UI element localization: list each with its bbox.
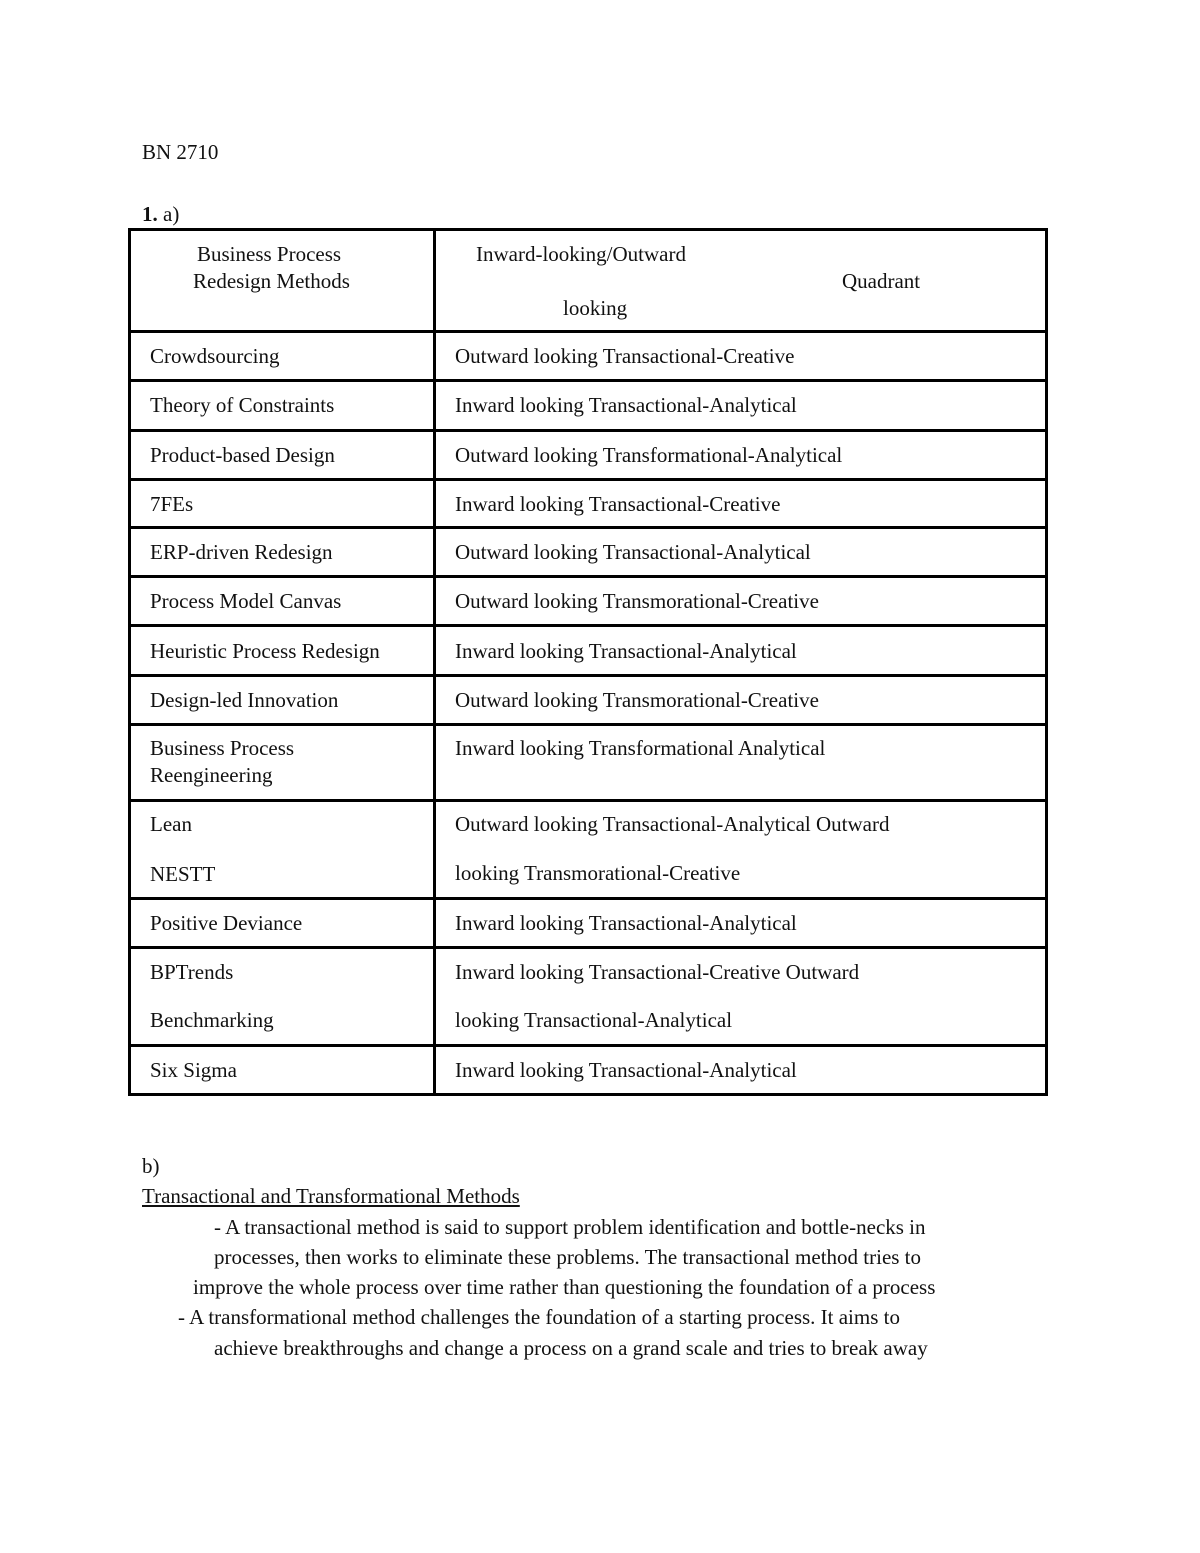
- method-cell: 7FEs: [150, 492, 194, 516]
- classification-cell: Inward looking Transformational Analytical: [455, 736, 826, 760]
- method-cell-line1: BPTrends: [150, 960, 234, 984]
- method-cell-line1: Lean: [150, 812, 192, 836]
- table-row-divider: [128, 897, 1048, 900]
- classification-cell: Inward looking Transactional-Analytical: [455, 911, 797, 935]
- table-row-divider: [128, 429, 1048, 432]
- table-row-divider: [128, 674, 1048, 677]
- method-cell: Process Model Canvas: [150, 589, 342, 613]
- part-b-label: b): [142, 1154, 160, 1178]
- method-cell: Crowdsourcing: [150, 344, 280, 368]
- table-row-divider: [128, 478, 1048, 481]
- method-cell: Theory of Constraints: [150, 393, 335, 417]
- paragraph-line: - A transformational method challenges the foundation of a starting process. It aims to: [178, 1305, 900, 1329]
- header-method-line2: Redesign Methods: [193, 269, 350, 293]
- paragraph-line: - A transactional method is said to support problem identification and bottle-necks in: [214, 1215, 926, 1239]
- classification-cell: Inward looking Transactional-Analytical: [455, 1058, 797, 1082]
- table-row-divider: [128, 723, 1048, 726]
- classification-cell: Inward looking Transactional-Creative: [455, 492, 781, 516]
- table-row-divider: [128, 1044, 1048, 1047]
- header-method-line1: Business Process: [197, 242, 342, 266]
- method-cell-line2: Benchmarking: [150, 1008, 274, 1032]
- classification-cell: Inward looking Transactional-Analytical: [455, 393, 797, 417]
- method-cell: Design-led Innovation: [150, 688, 339, 712]
- table-row-divider: [128, 575, 1048, 578]
- paragraph-line: achieve breakthroughs and change a process on a grand scale and tries to break away: [214, 1336, 928, 1360]
- method-cell-line2: Reengineering: [150, 763, 273, 787]
- table-row-divider: [128, 624, 1048, 627]
- method-cell-line2: NESTT: [150, 862, 216, 886]
- method-cell-line1: Business Process: [150, 736, 295, 760]
- paragraph-line: processes, then works to eliminate these problems. The transactional method tries to: [214, 1245, 922, 1269]
- paragraph-line: improve the whole process over time rather than questioning the foundation of a process: [193, 1275, 936, 1299]
- table-row-divider: [128, 526, 1048, 529]
- method-cell: ERP-driven Redesign: [150, 540, 333, 564]
- header-quadrant: Quadrant: [842, 269, 921, 293]
- method-cell: Positive Deviance: [150, 911, 303, 935]
- classification-cell-line2: looking Transmorational-Creative: [455, 861, 741, 885]
- table-row-divider: [128, 799, 1048, 802]
- classification-cell: Outward looking Transmorational-Creative: [455, 589, 819, 613]
- question-label: [142, 202, 179, 227]
- classification-cell: Outward looking Transactional-Analytical: [455, 540, 811, 564]
- classification-cell-line1: Outward looking Transactional-Analytical Outward: [455, 812, 890, 836]
- classification-cell: Outward looking Transactional-Creative: [455, 344, 795, 368]
- method-cell: Six Sigma: [150, 1058, 237, 1082]
- table-row-divider: [128, 379, 1048, 382]
- question-number: 1.: [142, 202, 158, 226]
- header-orientation-line2: looking: [563, 296, 628, 320]
- table-row-divider: [128, 330, 1048, 333]
- part-a-label: a): [163, 202, 180, 226]
- classification-cell: Outward looking Transformational-Analytical: [455, 443, 843, 467]
- classification-cell: Outward looking Transmorational-Creative: [455, 688, 819, 712]
- classification-cell-line1: Inward looking Transactional-Creative Outward: [455, 960, 860, 984]
- table-row-divider: [128, 946, 1048, 949]
- method-cell: Product-based Design: [150, 443, 335, 467]
- classification-cell: Inward looking Transactional-Analytical: [455, 639, 797, 663]
- classification-cell-line2: looking Transactional-Analytical: [455, 1008, 733, 1032]
- course-code: BN 2710: [142, 140, 219, 164]
- method-cell: Heuristic Process Redesign: [150, 639, 380, 663]
- header-orientation-line1: Inward-looking/Outward: [476, 242, 686, 266]
- table-column-divider: [433, 228, 436, 1096]
- section-heading: Transactional and Transformational Methods: [142, 1184, 520, 1208]
